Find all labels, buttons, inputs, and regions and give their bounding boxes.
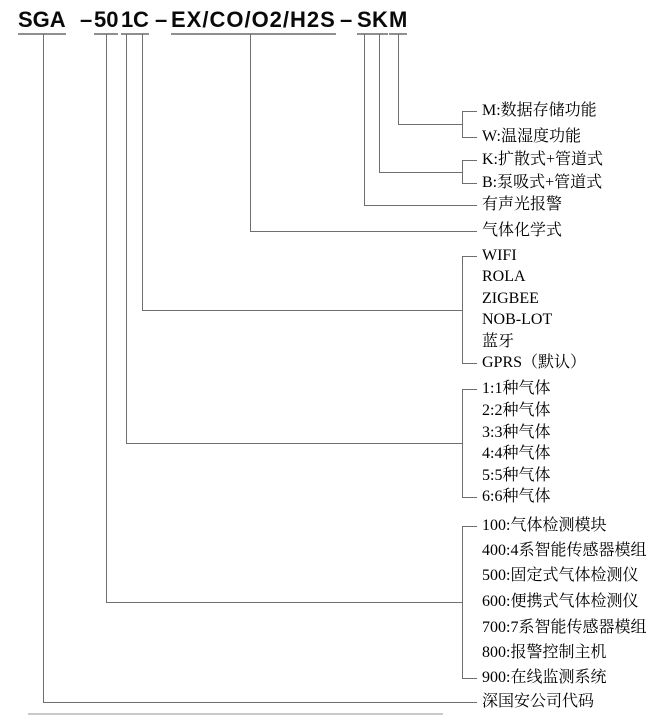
- bracket-comms-vline: [462, 256, 463, 364]
- connector-sampling-hline: [379, 172, 462, 173]
- label-series-400: 400:4系智能传感器模组: [482, 542, 647, 559]
- title-gas-formulas: EX/CO/O2/H2S: [171, 7, 336, 35]
- title-series-digits: 50: [94, 7, 118, 35]
- label-series-600: 600:便携式气体检测仪: [482, 593, 639, 610]
- label-gas-count-4: 4:4种气体: [482, 445, 551, 462]
- bracket-comms-tick-bottom: [462, 363, 477, 364]
- connector-formula-hline: [250, 231, 477, 232]
- label-comms-rola: ROLA: [482, 268, 526, 285]
- label-alarm: 有声光报警: [482, 196, 563, 213]
- bracket-series-tick-bottom: [462, 678, 477, 679]
- label-series-500: 500:固定式气体检测仪: [482, 567, 639, 584]
- connector-comm-hline: [142, 310, 462, 311]
- title-storage-code: M: [389, 7, 407, 35]
- label-comms-gprs: GPRS（默认）: [482, 354, 587, 371]
- bracket-storage-tick-bottom: [462, 137, 477, 138]
- label-gas-count-5: 5:5种气体: [482, 467, 551, 484]
- label-sampling-b: B:泵吸式+管道式: [482, 174, 603, 191]
- connector-comm-vline: [142, 34, 143, 310]
- connector-series-hline: [106, 602, 462, 603]
- title-dash-3: –: [340, 7, 353, 32]
- title-alarm-code: S: [357, 7, 372, 35]
- connector-alarm-hline: [364, 205, 477, 206]
- bracket-sampling-tick-bottom: [462, 183, 477, 184]
- connector-company-vline: [43, 34, 44, 702]
- label-storage-w: W:温湿度功能: [482, 128, 581, 145]
- bracket-series-vline: [462, 526, 463, 679]
- label-comms-bluetooth: 蓝牙: [482, 333, 515, 350]
- bracket-comms-tick-top: [462, 256, 477, 257]
- bracket-gas-count-tick-top: [462, 389, 477, 390]
- title-dash-1: –: [80, 7, 93, 32]
- label-series-800: 800:报警控制主机: [482, 644, 607, 661]
- label-series-700: 700:7系智能传感器模组: [482, 619, 647, 636]
- connector-sampling-vline: [379, 34, 380, 172]
- bracket-sampling-tick-top: [462, 160, 477, 161]
- label-series-900: 900:在线监测系统: [482, 669, 607, 686]
- bracket-series-tick-top: [462, 526, 477, 527]
- partial-bottom-line: [28, 713, 443, 715]
- label-storage-m: M:数据存储功能: [482, 102, 597, 119]
- label-comms-zigbee: ZIGBEE: [482, 290, 539, 307]
- connector-alarm-vline: [364, 34, 365, 205]
- label-series-100: 100:气体检测模块: [482, 517, 607, 534]
- label-gas-count-3: 3:3种气体: [482, 424, 551, 441]
- connector-gas-count-vline: [126, 34, 127, 443]
- connector-gas-count-hline: [126, 443, 462, 444]
- connector-storage-hline: [398, 124, 462, 125]
- bracket-gas-count-tick-bottom: [462, 497, 477, 498]
- label-comms-noblot: NOB-LOT: [482, 311, 553, 328]
- title-gas-count-digit: 1: [121, 7, 133, 35]
- bracket-gas-count-vline: [462, 389, 463, 498]
- bracket-sampling-vline: [462, 160, 463, 184]
- label-gas-count-1: 1:1种气体: [482, 380, 551, 397]
- title-sampling-code: K: [372, 7, 388, 35]
- label-gas-formula: 气体化学式: [482, 222, 563, 239]
- label-gas-count-6: 6:6种气体: [482, 488, 551, 505]
- connector-series-vline: [106, 34, 107, 602]
- label-sampling-k: K:扩散式+管道式: [482, 151, 604, 168]
- bracket-storage-vline: [462, 111, 463, 138]
- title-comm-code: C: [133, 7, 149, 35]
- title-company-code: SGA: [18, 7, 66, 35]
- connector-storage-vline: [398, 34, 399, 124]
- label-comms-wifi: WIFI: [482, 247, 517, 264]
- bracket-storage-tick-top: [462, 111, 477, 112]
- label-gas-count-2: 2:2种气体: [482, 402, 551, 419]
- label-company-code: 深国安公司代码: [482, 693, 595, 710]
- connector-formula-vline: [250, 34, 251, 231]
- title-dash-2: –: [155, 7, 168, 32]
- connector-company-hline: [43, 702, 477, 703]
